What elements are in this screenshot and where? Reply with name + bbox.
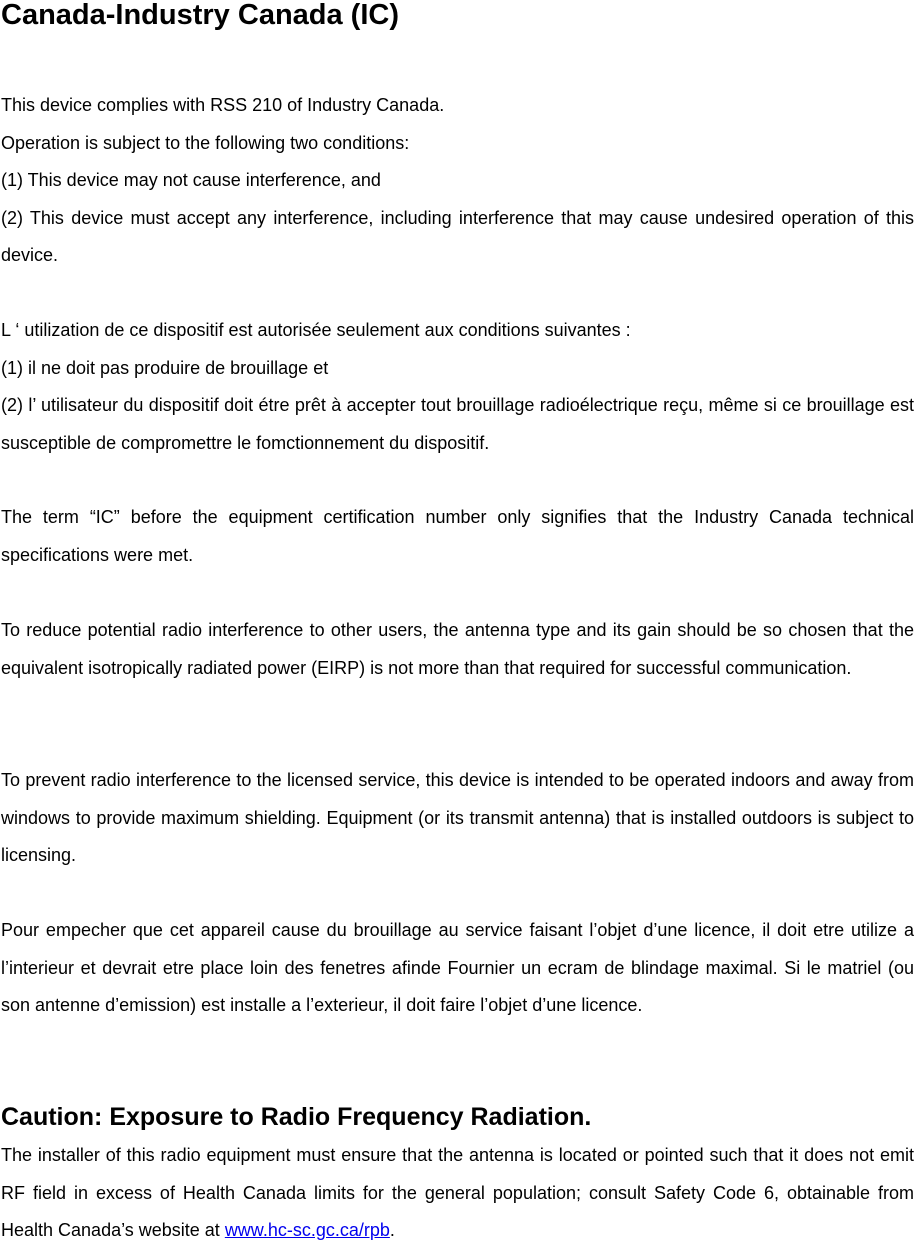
- indoor-operation-paragraph-fr: Pour empecher que cet appareil cause du brouillage au service faisant l’objet d’une licence, il doit etre utilize a l’interieur et devrait etre place loin des fenetres afinde Fournier un ecram de blindage maximal. Si le matriel (ou son antenne d’emission) est installe a l’exterieur, il doit faire l’objet d’une licence.: [1, 920, 914, 1015]
- caution-paragraph: [1, 1137, 914, 1250]
- compliance-statement-en: [1, 87, 914, 275]
- compliance-line: L ‘ utilization de ce dispositif est autorisée seulement aux conditions suivantes :: [1, 320, 631, 340]
- health-canada-link[interactable]: www.hc-sc.gc.ca/rpb: [224, 1220, 390, 1240]
- compliance-condition-2: (2) This device must accept any interference, including interference that may cause undesired operation of this device.: [1, 207, 914, 265]
- ic-term-paragraph: The term “IC” before the equipment certification number only signifies that the Industry Canada technical specifications were met.: [1, 507, 914, 565]
- compliance-statement-fr: [1, 312, 914, 462]
- caution-heading: Caution: Exposure to Radio Frequency Radiation.: [1, 1103, 592, 1131]
- compliance-line: Operation is subject to the following two conditions:: [1, 132, 410, 153]
- caution-text: The installer of this radio equipment must ensure that the antenna is located or pointed such that it does not emit RF field in excess of Health Canada limits for the general population; consult Safety Code 6, obtainable from Health Canada’s website at: [1, 1145, 914, 1240]
- compliance-condition-2: (2) l’ utilisateur du dispositif doit étre prêt à accepter tout brouillage radioélectrique reçu, même si ce brouillage est susceptible de compromettre le fomctionnement du dispositif.: [1, 395, 914, 453]
- caution-end: .: [389, 1220, 395, 1240]
- compliance-line: (1) il ne doit pas produire de brouillage et: [1, 357, 329, 378]
- indoor-operation-paragraph: To prevent radio interference to the licensed service, this device is intended to be operated indoors and away from windows to provide maximum shielding. Equipment (or its transmit antenna) that is installed outdoors is subject to licensing.: [1, 770, 914, 865]
- eirp-paragraph: To reduce potential radio interference to other users, the antenna type and its gain should be so chosen that the equivalent isotropically radiated power (EIRP) is not more than that required for successful communication.: [1, 620, 914, 678]
- page-title: Canada-Industry Canada (IC): [1, 0, 399, 31]
- compliance-line: (1) This device may not cause interference, and: [1, 170, 381, 190]
- compliance-line: This device complies with RSS 210 of Industry Canada.: [1, 95, 445, 115]
